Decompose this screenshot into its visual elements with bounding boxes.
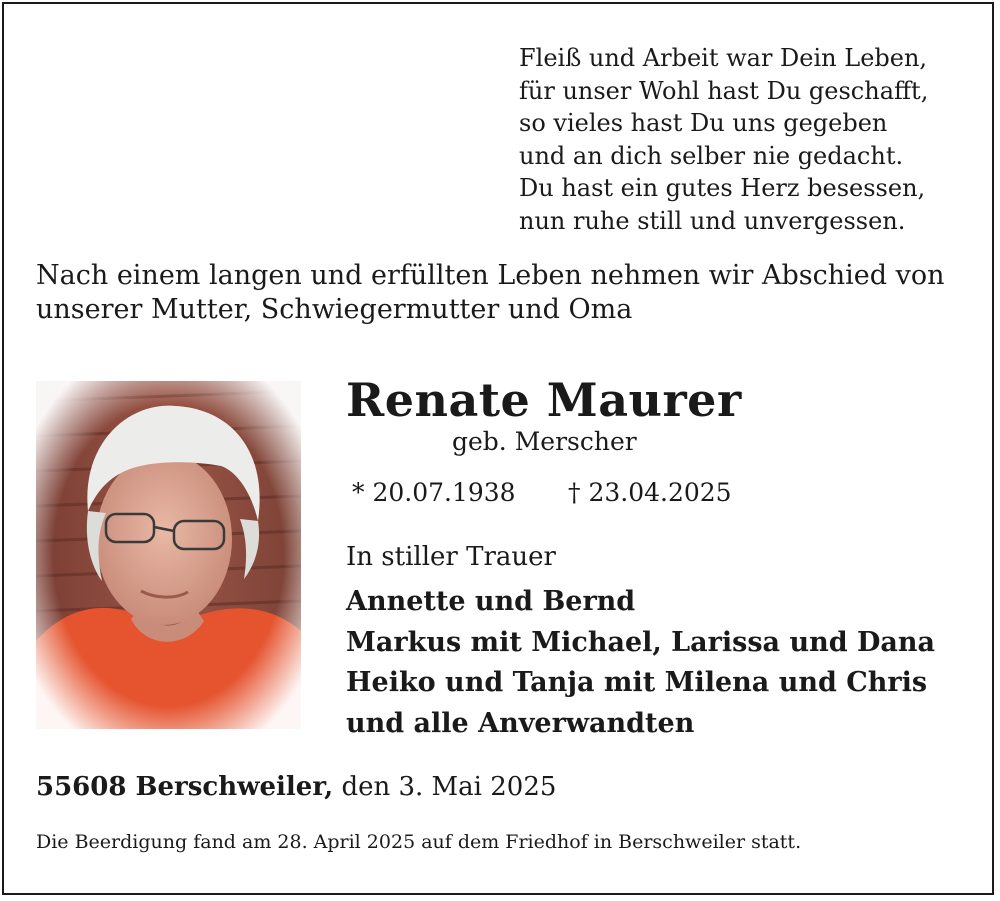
place-date-line: [36, 772, 556, 802]
birth-date: * 20.07.1938: [352, 478, 516, 507]
deceased-name: Renate Maurer: [346, 373, 742, 427]
place: 55608 Berschweiler,: [36, 772, 334, 802]
funeral-note: Die Beerdigung fand am 28. April 2025 auf dem Friedhof in Berschweiler statt.: [36, 831, 802, 853]
mourning-label: In stiller Trauer: [346, 542, 556, 572]
poem-line: nun ruhe still und unvergessen.: [519, 206, 906, 235]
poem-line: und an dich selber nie gedacht.: [519, 141, 904, 170]
mourner-entry: Markus mit Michael, Larissa und Dana: [346, 626, 936, 658]
mourner-entry: Annette und Bernd: [346, 586, 636, 617]
memorial-poem: [519, 42, 928, 237]
poem-line: so vieles hast Du uns gegeben: [519, 109, 888, 137]
poem-line: für unser Wohl hast Du geschafft,: [519, 76, 929, 105]
maiden-name: geb. Merscher: [452, 427, 637, 456]
mourner-entry: und alle Anverwandten: [346, 707, 695, 739]
death-date: † 23.04.2025: [568, 478, 732, 507]
intro-text: [36, 259, 976, 327]
intro-line: unserer Mutter, Schwiegermutter und Oma: [36, 294, 633, 325]
intro-line: Nach einem langen und erfüllten Leben nehmen wir Abschied von: [36, 260, 945, 291]
mourner-entry: Heiko und Tanja mit Milena und Chris: [346, 667, 928, 698]
mourners-list: [346, 582, 935, 744]
date: den 3. Mai 2025: [341, 772, 557, 802]
poem-line: Fleiß und Arbeit war Dein Leben,: [519, 44, 928, 72]
portrait-photo: [36, 381, 301, 729]
portrait-image: [36, 381, 301, 729]
poem-line: Du hast ein gutes Herz besessen,: [519, 174, 926, 202]
